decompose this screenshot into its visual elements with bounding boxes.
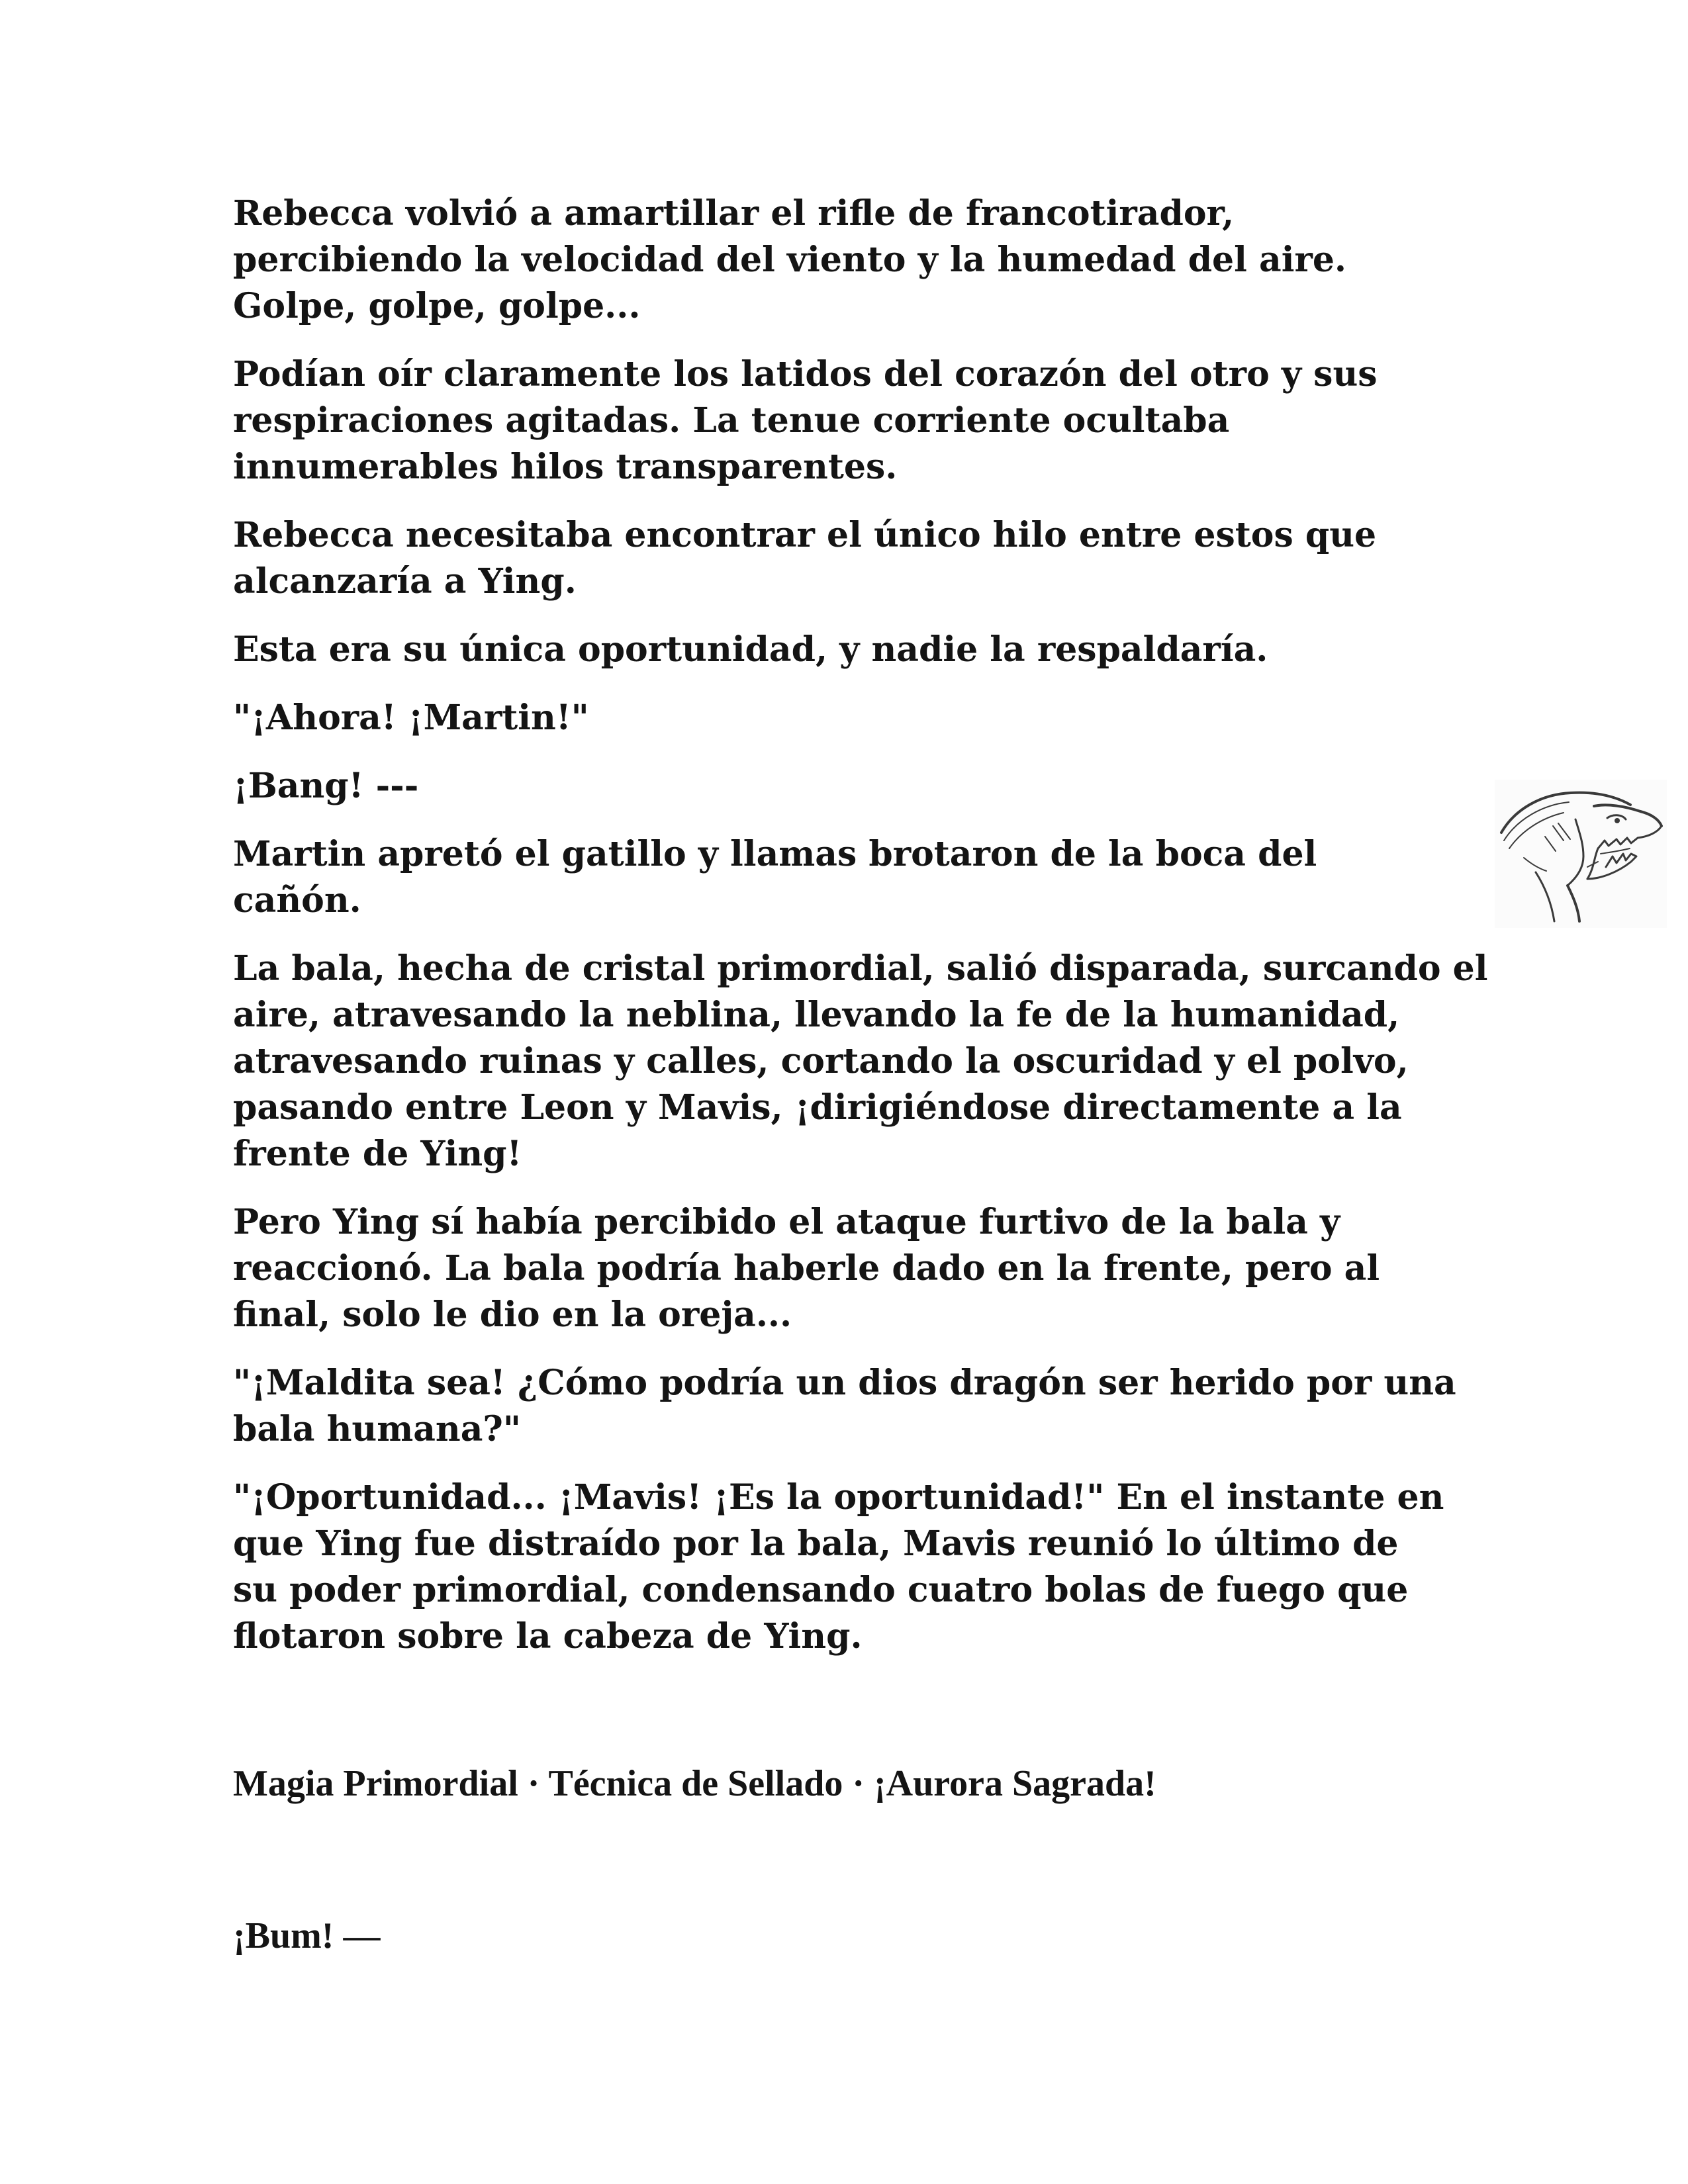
paragraph-4: Esta era su única oportunidad, y nadie la respaldaría. (233, 629, 1268, 670)
dinosaur-head-sketch-icon (1495, 780, 1667, 928)
paragraph-8: La bala, hecha de cristal primordial, salió disparada, surcando el aire, atravesando la neblina, llevando la fe de la humanidad, atravesando ruinas y calles, cortando la oscuridad y el polvo, pasando entre Leon y Mavis, ¡dirigiéndose directamente a la frente de Ying! (233, 948, 1488, 1174)
paragraph-11: "¡Oportunidad... ¡Mavis! ¡Es la oportunidad!" En el instante en que Ying fue distraído por la bala, Mavis reunió lo último de su poder primordial, condensando cuatro bolas de fuego que flotaron sobre la cabeza de Ying. (233, 1477, 1444, 1657)
paragraph-9: Pero Ying sí había percibido el ataque furtivo de la bala y reaccionó. La bala podría haberle dado en la frente, pero al final, solo le dio en la oreja... (233, 1202, 1380, 1335)
paragraph-10: "¡Maldita sea! ¿Cómo podría un dios dragón ser herido por una bala humana?" (233, 1363, 1456, 1449)
paragraph-1: Rebecca volvió a amartillar el rifle de francotirador, percibiendo la velocidad del viento y la humedad del aire. Golpe, golpe, golpe... (233, 193, 1347, 326)
paragraph-7: Martin apretó el gatillo y llamas brotaron de la boca del cañón. (233, 834, 1317, 921)
paragraph-3: Rebecca necesitaba encontrar el único hilo entre estos que alcanzaría a Ying. (233, 515, 1377, 602)
paragraph-5: "¡Ahora! ¡Martin!" (233, 698, 589, 738)
final-line: ¡Bum! — (233, 1915, 381, 1956)
document-page (233, 191, 1491, 1981)
paragraph-6: ¡Bang! --- (233, 766, 419, 806)
paragraph-2: Podían oír claramente los latidos del corazón del otro y sus respiraciones agitadas. La tenue corriente ocultaba innumerables hilos transparentes. (233, 354, 1378, 487)
spell-heading: Magia Primordial · Técnica de Sellado · ¡Aurora Sagrada! (233, 1763, 1156, 1804)
